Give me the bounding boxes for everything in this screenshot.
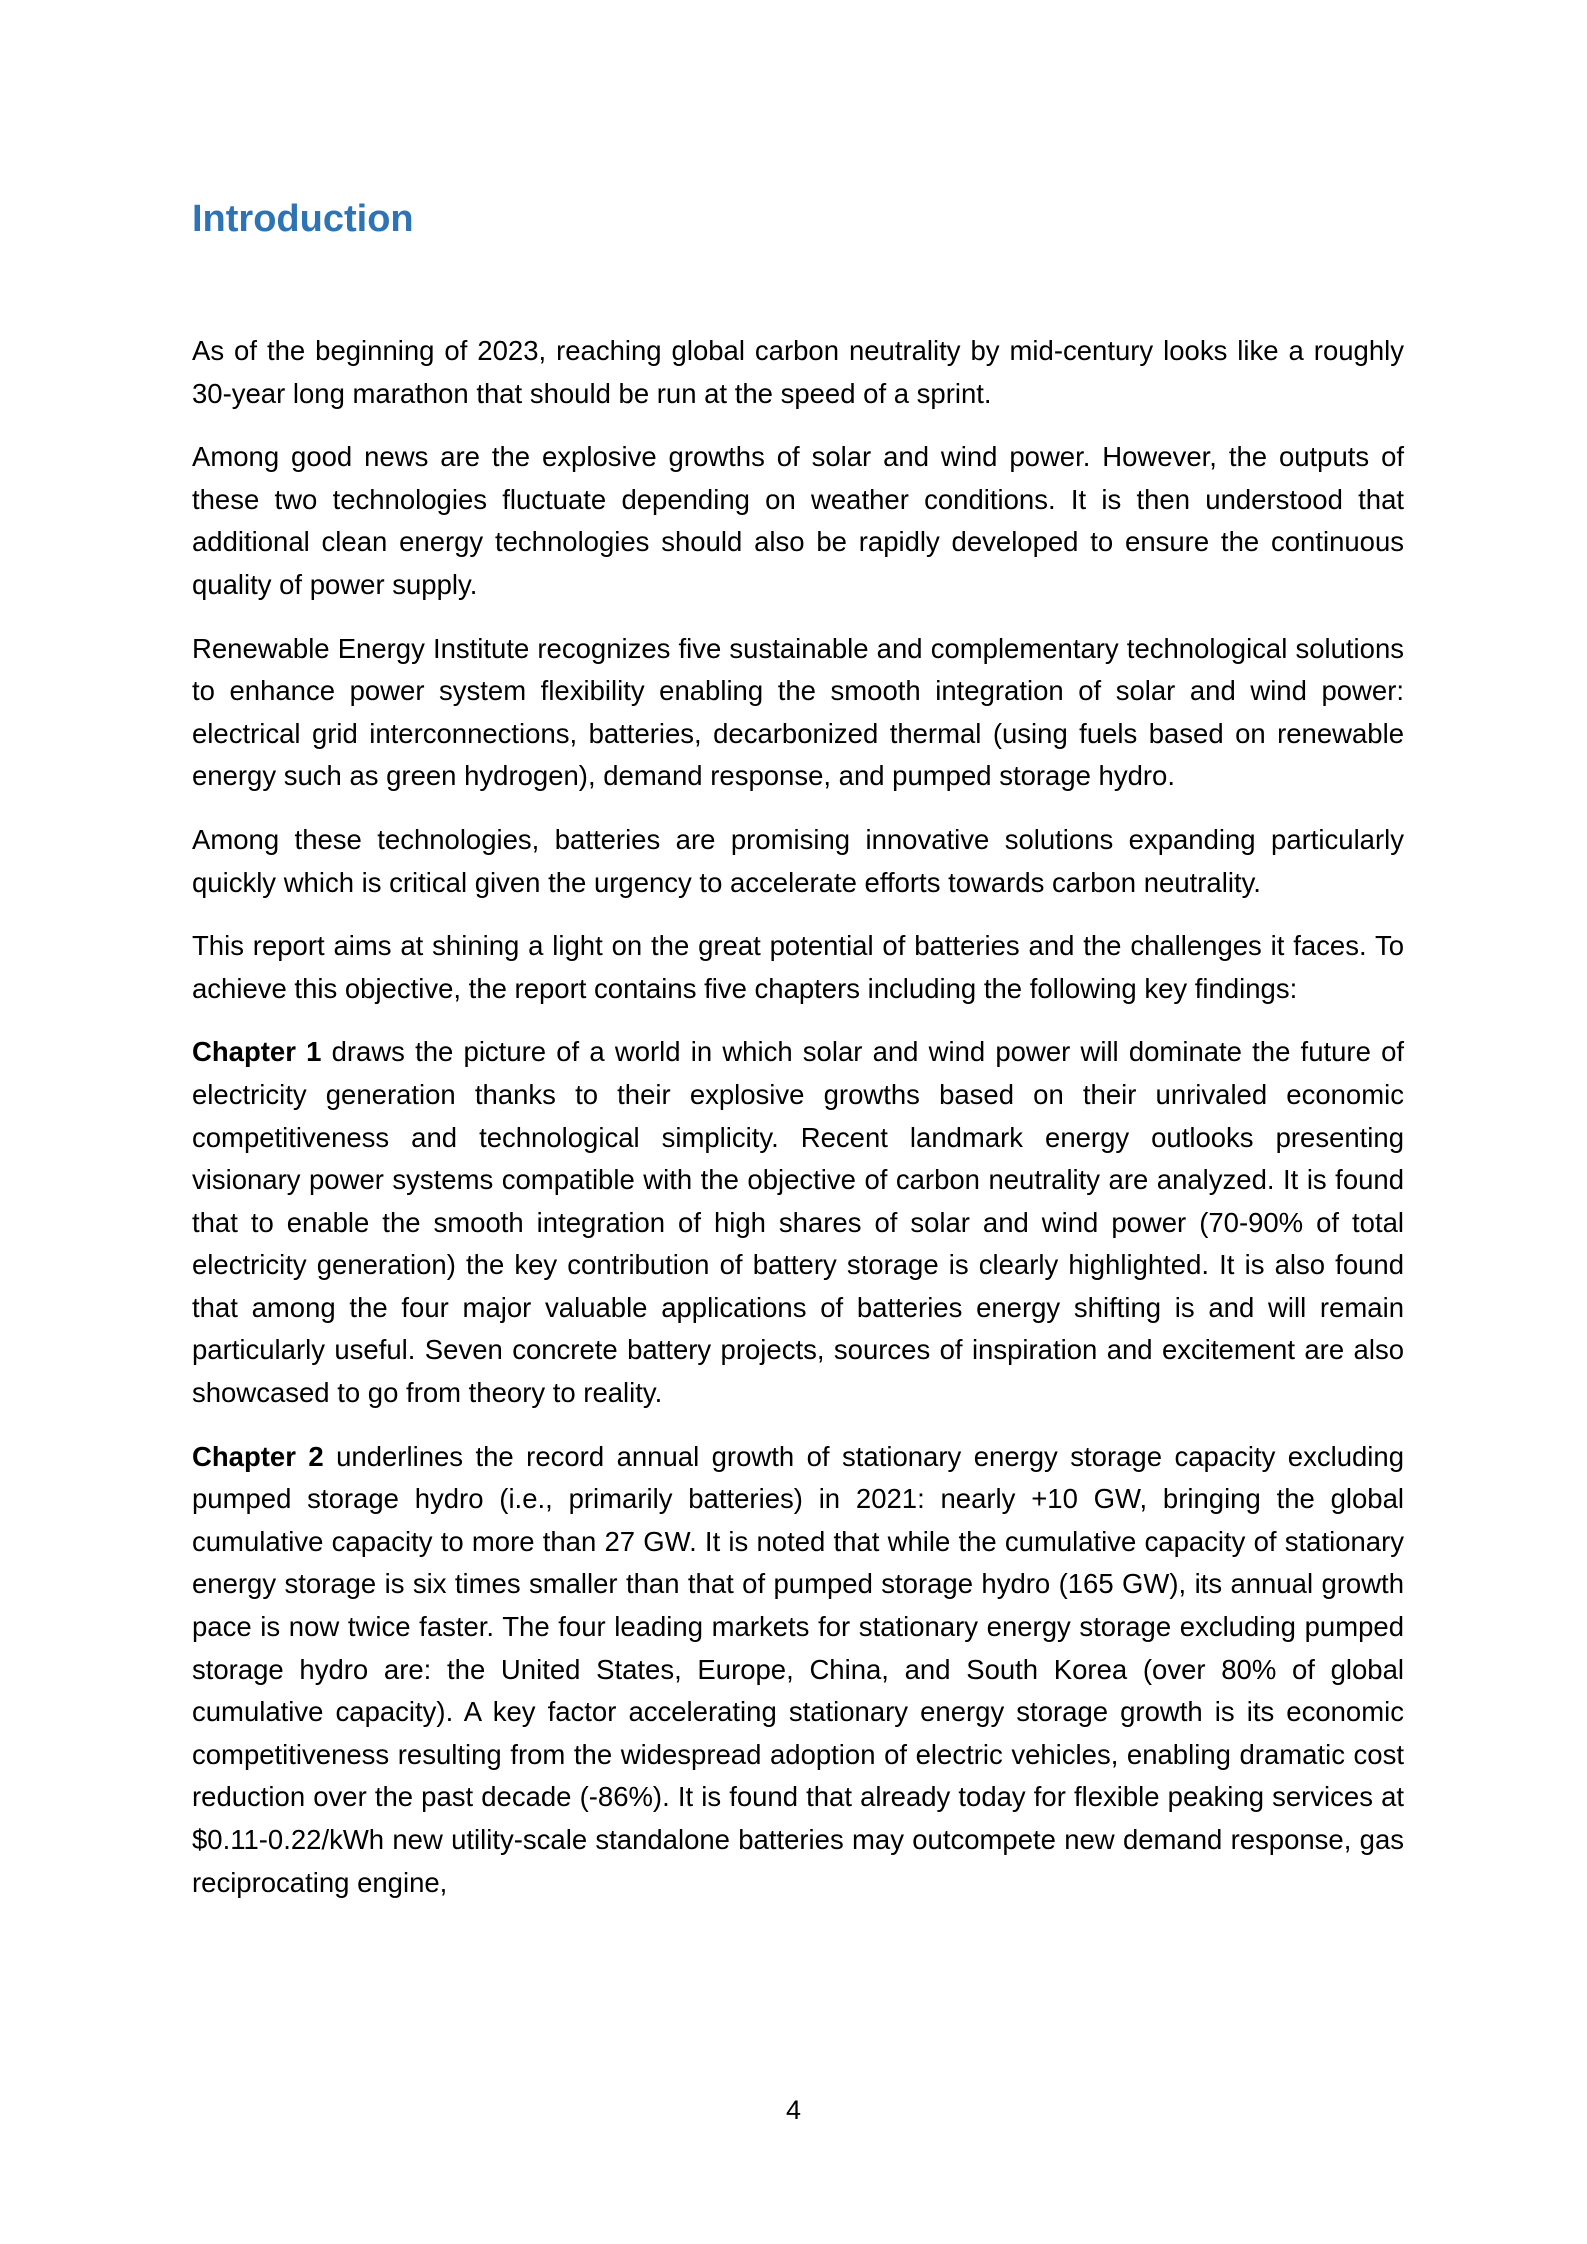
- page-number: 4: [785, 2095, 802, 2125]
- intro-paragraph-5: This report aims at shining a light on the great potential of batteries and the challenges it faces. To achieve this objective, the report contains five chapters including the following key findings:: [192, 930, 1404, 1004]
- chapter-1-text: draws the picture of a world in which solar and wind power will dominate the future of electricity generation thanks to their explosive growths based on their unrivaled economic competitiveness and technological simplicity. Recent landmark energy outlooks presenting visionary power systems compatible with the objective of carbon neutrality are analyzed. It is found that to enable the smooth integration of high shares of solar and wind power (70-90% of total electricity generation) the key contribution of battery storage is clearly highlighted. It is also found that among the four major valuable applications of batteries energy shifting is and will remain particularly useful. Seven concrete battery projects, sources of inspiration and excitement are also showcased to go from theory to reality.: [192, 1036, 1404, 1409]
- intro-paragraph-3: Renewable Energy Institute recognizes five sustainable and complementary technological solutions to enhance power system flexibility enabling the smooth integration of solar and wind power: electrical grid interconnections, batteries, decarbonized thermal (using fuels based on renewable energy such as green hydrogen), demand response, and pumped storage hydro.: [192, 632, 1404, 792]
- chapter-2-label: Chapter 2: [192, 1440, 324, 1472]
- intro-paragraph-1: As of the beginning of 2023, reaching global carbon neutrality by mid-century looks like a roughly 30-year long marathon that should be run at the speed of a sprint.: [192, 335, 1404, 409]
- chapter-2-paragraph: [192, 1436, 1404, 1905]
- intro-paragraph-4: Among these technologies, batteries are promising innovative solutions expanding particularly quickly which is critical given the urgency to accelerate efforts towards carbon neutrality.: [192, 823, 1404, 898]
- intro-paragraph-2: Among good news are the explosive growths of solar and wind power. However, the outputs of these two technologies fluctuate depending on weather conditions. It is then understood that additional clean energy technologies should also be rapidly developed to ensure the continuous quality of power supply.: [192, 441, 1404, 600]
- body-text: [192, 330, 1404, 1925]
- chapter-1-label: Chapter 1: [192, 1036, 322, 1068]
- chapter-1-paragraph: [192, 1031, 1404, 1414]
- section-heading: Introduction: [192, 198, 414, 240]
- chapter-2-text: underlines the record annual growth of stationary energy storage capacity excluding pumped storage hydro (i.e., primarily batteries) in 2021: nearly +10 GW, bringing the global cumulative capacity to more than 27 GW. It is noted that while the cumulative capacity of stationary energy storage is six times smaller than that of pumped storage hydro (165 GW), its annual growth pace is now twice faster. The four leading markets for stationary energy storage excluding pumped storage hydro are: the United States, Europe, China, and South Korea (over 80% of global cumulative capacity). A key factor accelerating stationary energy storage growth is its economic competitiveness resulting from the widespread adoption of electric vehicles, enabling dramatic cost reduction over the past decade (-86%). It is found that already today for flexible peaking services at $0.11-0.22/kWh new utility-scale standalone batteries may outcompete new demand response, gas reciprocating engine,: [192, 1440, 1404, 1898]
